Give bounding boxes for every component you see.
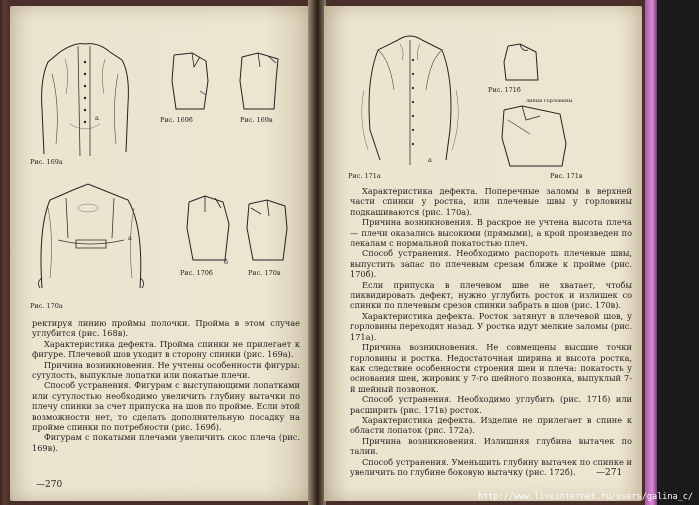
- right-page: [324, 6, 642, 501]
- paragraph: Характеристика дефекта. Пройма спинки не прилегает к фигуре. Плечевой шов уходит в сторону спинки (рис. 169а).: [32, 338, 300, 360]
- dark-background-edge: [657, 0, 699, 505]
- page-number-left: —270: [36, 480, 63, 490]
- figure-171a-illustration: [350, 30, 470, 170]
- paragraph: Характеристика дефекта. Поперечные заломы в верхней части спинки у ростка, или плечевые швы у горловины подкашиваются (рис. 170а).: [350, 186, 632, 217]
- caption-fig-169a: Рис. 169а: [30, 158, 63, 166]
- figure-letter-b: б: [224, 258, 228, 266]
- figure-169a-illustration: [30, 34, 140, 164]
- paragraph: Причина возникновения. Не учтены особенности фигуры: сутулость, выпуклые лопатки или покатые плечи.: [32, 359, 300, 381]
- figure-171b-pattern: [502, 42, 542, 84]
- caption-fig-170b: Рис. 170б: [180, 269, 213, 277]
- caption-fig-171b: Рис. 171б: [488, 86, 521, 94]
- figure-170a-illustration: [28, 178, 158, 298]
- paragraph: Фигурам с покатыми плечами увеличить скос плеча (рис. 169в).: [32, 432, 300, 453]
- caption-fig-171a: Рис. 171а: [348, 172, 381, 180]
- paragraph: Если припуска в плечевом шве не хватает, чтобы ликвидировать дефект, нужно углубить росток и излишек со спинки по плечевым срезов спинки забрать в шов (рис. 170в).: [350, 279, 632, 311]
- figure-169b-pattern: [170, 51, 212, 113]
- left-page-text: [32, 318, 300, 453]
- figure-170v-pattern: [245, 198, 291, 264]
- paragraph: Причина возникновения. В раскрое не учтена высота плеча — плечи оказались высокими (прямыми), а крой произведен по лекалам с нормальной покатостью плеч.: [350, 217, 632, 249]
- paragraph: Причина возникновения. Не совмещены высшие точки горловины и ростка. Недостаточная ширина и высота ростка, как следствие особенности строения шеи и плеча: покатость у основания шеи, жировик у 7-го шейного позвонка, выпуклый 7-й шейный позвонок.: [350, 342, 632, 394]
- caption-fig-171v: Рис. 171в: [550, 172, 583, 180]
- watermark-url: http://www.liveinternet.ru/users/galina_c/: [478, 492, 693, 502]
- purple-page-edge: [645, 0, 657, 505]
- figure-171v-pattern: [500, 104, 572, 170]
- figure-letter-a-2: а: [128, 234, 132, 242]
- paragraph: Способ устранения. Необходимо углубить (рис. 171б) или расширить (рис. 171в) росток.: [350, 394, 632, 415]
- paragraph: Способ устранения. Уменьшить глубину вытачек по спинке и увеличить по глубине боковую вытачку (рис. 172б).: [350, 456, 632, 477]
- paragraph: Способ устранения. Фигурам с выступающими лопатками или сутулостью необходимо увеличить глубину вытачки по плечу спинки за счет припуска на шов по пройме. Если этой возможности нет, то сделать дополнительную посадку на пройме спинки по потребности (рис. 169б).: [32, 380, 300, 433]
- right-page-text: [350, 186, 632, 477]
- paragraph: Способ устранения. Необходимо распороть плечевые швы, выпустить запас по плечевым срезам ближе к пройме (рис. 170б).: [350, 248, 632, 280]
- figure-169v-pattern: [238, 51, 282, 113]
- caption-fig-169v: Рис. 169в: [240, 116, 273, 124]
- caption-fig-170v: Рис. 170в: [248, 269, 281, 277]
- caption-fig-169b: Рис. 169б: [160, 116, 193, 124]
- figure-note: линия горловины: [526, 98, 573, 104]
- figure-letter-a: а: [428, 156, 432, 164]
- figure-170b-pattern: [185, 194, 233, 264]
- paragraph: Характеристика дефекта. Росток затянут в плечевой шов, у горловины переходят назад. У ростка идут мелкие заломы (рис. 171а).: [350, 310, 632, 342]
- paragraph: Причина возникновения. Излишняя глубина вытачек по талии.: [350, 435, 632, 457]
- paragraph: ректируя линию проймы полочки. Пройма в этом случае углубится (рис. 168в).: [32, 318, 300, 339]
- page-number-right: —271: [596, 468, 623, 478]
- figure-letter-a: а: [95, 114, 99, 122]
- caption-fig-170a: Рис. 170а: [30, 302, 63, 310]
- paragraph: Характеристика дефекта. Изделие не прилегает в спине к области лопаток (рис. 172а).: [350, 414, 632, 436]
- left-page: [10, 6, 310, 501]
